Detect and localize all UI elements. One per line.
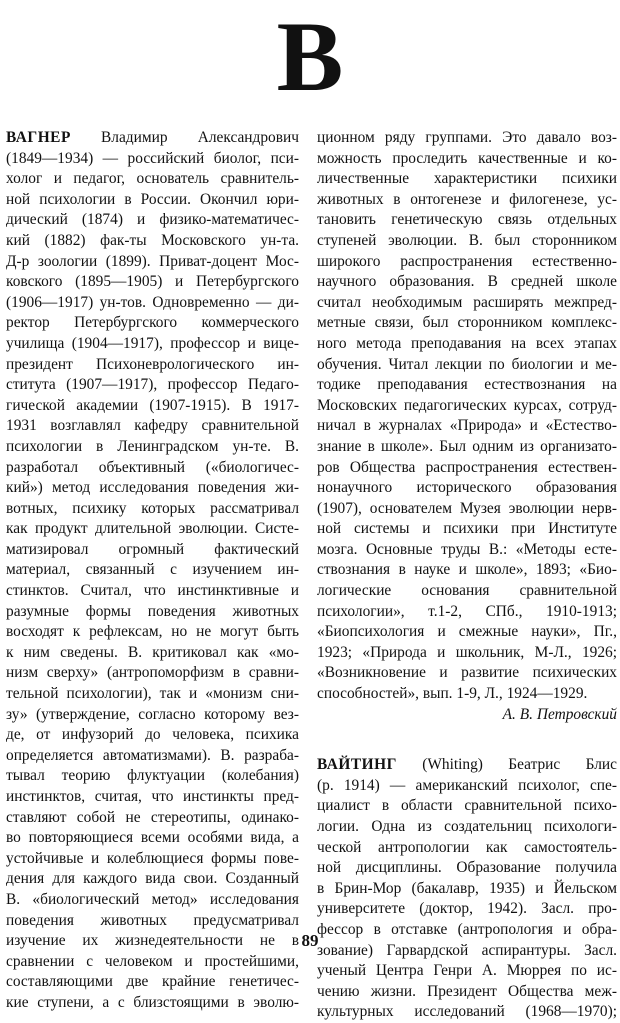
text-line: гической академии (1907-1915). В 1917-	[6, 396, 299, 414]
text-line: 1931 возглавлял кафедру сравнительной	[6, 417, 299, 435]
text-line: В. «биологический метод» исследования	[6, 890, 299, 908]
text-line: кие ступени, а с близстоящими в эволю-	[6, 993, 299, 1011]
text-line: логические основания сравнительной	[317, 582, 617, 600]
text-line: во повторяющиеся всеми особями вида, а	[6, 829, 299, 847]
text-line: ческой антропологии как самостоятель-	[317, 838, 617, 856]
text-line: 1923; «Природа и школьник, М-Л., 1926;	[317, 643, 617, 661]
text-line: определяется автоматизмами). В. разраба-	[6, 746, 299, 764]
text-line: дения для каждого вида свои. Созданный	[6, 870, 299, 888]
text-line: президент Психоневрологического ин-	[6, 355, 299, 373]
text-line: зование) Гарвардской аспирантуры. Засл.	[317, 941, 617, 959]
entry-heading-rest: (Whiting) Беатрис Блис	[396, 756, 617, 774]
text-line: фессор в отставке (антропология и обра-	[317, 920, 617, 938]
text-line: училища (1904—1917), профессор и вице-	[6, 334, 299, 352]
text-line: ров Общества распространения естествен-	[317, 458, 617, 476]
text-line: университете (доктор, 1942). Засл. про-	[317, 900, 617, 918]
entry-headword: ВАГНЕР	[6, 129, 71, 146]
text-line: ститута (1907—1917), профессор Педаго-	[6, 376, 299, 394]
text-line: ной дисциплины. Образование получила	[317, 859, 617, 877]
text-line: ступеней эволюции. В. был сторонником	[317, 231, 617, 249]
text-line: зу» (утверждение, согласно которому вез-	[6, 705, 299, 723]
author-signature: А. В. Петровский	[502, 705, 617, 723]
entry-headword: ВАЙТИНГ	[317, 756, 397, 774]
column-right	[317, 128, 617, 1023]
text-line: тановить генетическую связь отдельных	[317, 211, 617, 229]
text-line: разумные формы поведения животных	[6, 602, 299, 620]
entry-heading-line	[6, 128, 299, 149]
text-line: знание в школе». Был одним из организато-	[317, 437, 617, 455]
text-line: научного образования. В средней школе	[317, 273, 617, 291]
entry-spacer	[317, 725, 617, 755]
text-line: стинктов. Считал, что инстинктивные и	[6, 582, 299, 600]
text-line: Д-р зоологии (1899). Приват-доцент Мос-	[6, 252, 299, 270]
text-line: ционном ряду группами. Это давало воз-	[317, 129, 617, 146]
text-line: ковского (1895—1905) и Петербургского	[6, 273, 299, 291]
text-line: широкого распространения естественно-	[317, 252, 617, 270]
text-line: изучение их жизнедеятельности не в	[6, 932, 299, 950]
text-line: кий (1882) фак-ты Московского ун-та.	[6, 231, 299, 249]
text-line: личественные характеристики психики	[317, 170, 617, 188]
text-line: тельной психологии), так и «монизм сни-	[6, 685, 299, 703]
text-line: «Возникновение и развитие психических	[317, 664, 617, 682]
text-line: можность проследить качественные и ко-	[317, 149, 617, 167]
text-line: дический (1874) и физико-математичес-	[6, 211, 299, 229]
text-line: циалист в области сравнительной психо-	[317, 797, 617, 815]
text-line: как продукт длительной эволюции. Систе-	[6, 520, 299, 538]
text-line: «Биопсихология и смежные науки», Пг.,	[317, 623, 617, 641]
text-line: Московских педагогических курсах, сотруд-	[317, 396, 617, 414]
text-line: составляющими две крайние генетичес-	[6, 973, 299, 991]
text-line: (1907), основателем Музея эволюции нерв-	[317, 499, 617, 517]
text-line: поведения животных предусматривал	[6, 911, 299, 929]
text-line: кий») метод исследования поведения жи-	[6, 479, 299, 497]
text-line: (1849—1934) — российский биолог, пси-	[6, 149, 299, 167]
text-line: ничал в журналах «Природа» и «Естество-	[317, 417, 617, 435]
text-line: ректор Петербургского коммерческого	[6, 314, 299, 332]
section-letter: В	[276, 1, 344, 112]
text-line: психологии», т.1-2, СПб., 1910-1913;	[317, 602, 617, 620]
text-line: чению жизни. Президент Общества меж-	[317, 982, 617, 1000]
text-line: ной психологии в России. Окончил юри-	[6, 190, 299, 208]
text-line: ставляют собой не стереотипы, одинако-	[6, 808, 299, 826]
text-line: (р. 1914) — американский психолог, спе-	[317, 776, 617, 794]
text-line: мозга. Основные труды В.: «Методы есте-	[317, 540, 617, 558]
text-line: в Брин-Мор (бакалавр, 1935) и Йельском	[317, 879, 617, 897]
text-line: холог и педагог, основатель сравнитель-	[6, 170, 299, 188]
text-line: низм сверху» (антропоморфизм в сравни-	[6, 664, 299, 682]
text-line: нонаучного исторического образования	[317, 479, 617, 497]
text-line: ствознания в науке и школе», 1893; «Био-	[317, 561, 617, 579]
text-line: де, от инфузорий до человека, психика	[6, 726, 299, 744]
entry-heading-rest: Владимир Александрович	[70, 129, 299, 146]
column-left	[6, 128, 299, 1014]
text-line: матизировал огромный фактический	[6, 540, 299, 558]
text-line: животных в онтогенезе и филогенезе, ус-	[317, 190, 617, 208]
text-line: ученый Центра Генри А. Мюррея по иc-	[317, 962, 617, 980]
text-line: разработал объективный («биологичес-	[6, 458, 299, 476]
text-line: (1906—1917) ун-тов. Одновременно — ди-	[6, 293, 299, 311]
text-line: тывал теорию флуктуации (колебания)	[6, 767, 299, 785]
page-number: 89	[301, 931, 319, 950]
text-line: вотных, психику которых рассматривал	[6, 499, 299, 517]
text-line: инстинктов, считая, что инстинкты пред-	[6, 788, 299, 805]
text-line: ной системы и психики при Институте	[317, 520, 617, 538]
text-line: устойчивые и колеблющиеся формы пове-	[6, 849, 299, 867]
text-line: способностей», вып. 1-9, Л., 1924—1929.	[317, 685, 588, 703]
text-line: обучения. Читал лекции по биологии и ме-	[317, 355, 617, 373]
text-line: к ним сведены. В. критиковал как «мо-	[6, 643, 299, 661]
text-line: ного метода преподавания на всех этапах	[317, 334, 617, 352]
text-line: метные связи, был сторонником комплекс-	[317, 314, 617, 332]
text-line: логии. Одна из создательниц психологи-	[317, 818, 617, 835]
text-line: восходят к рефлексам, но не могут быть	[6, 623, 299, 641]
text-line: считал необходимым расширять межпред-	[317, 293, 617, 311]
entry-heading-line	[317, 755, 617, 776]
text-line: сравнении с человеком и простейшими,	[6, 952, 299, 970]
text-line: психологии в Ленинградском ун-те. В.	[6, 437, 299, 455]
text-line: культурных исследований (1968—1970);	[317, 1003, 617, 1021]
text-line: тодике преподавания естествознания на	[317, 376, 617, 394]
text-line: материал, связанный с изучением ин-	[6, 561, 299, 579]
